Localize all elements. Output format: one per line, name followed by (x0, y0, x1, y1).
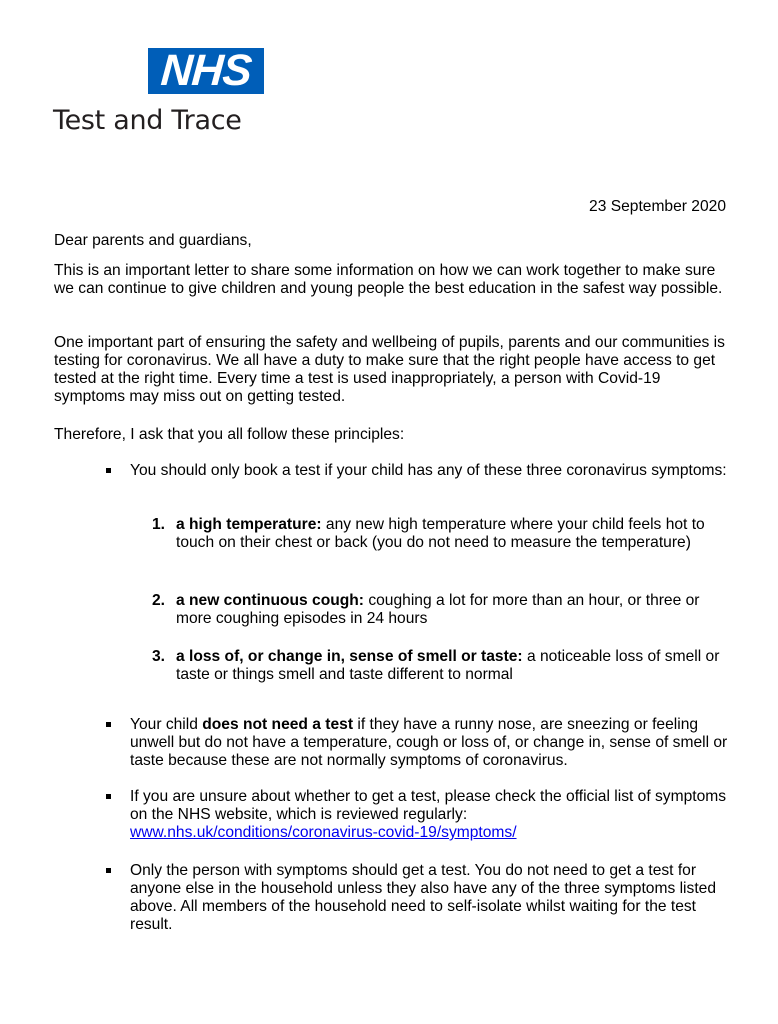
bullet-text-bold: does not need a test (202, 716, 354, 733)
bullet-text-suffix: if they have a runny nose, are sneezing or feeling unwell but do not have a temperature, cough or loss of, or change in, sense of smell or taste because these are not normally symptoms of coronavirus. (130, 716, 728, 769)
bullet-marker-icon (106, 868, 111, 873)
symptom-title: a high temperature: (176, 516, 322, 533)
symptom-text (176, 648, 736, 684)
salutation: Dear parents and guardians, (54, 232, 252, 249)
symptom-description: coughing a lot for more than an hour, or three or more coughing episodes in 24 hours (176, 592, 700, 627)
symptom-number: 3. (152, 648, 166, 665)
bullet-text (130, 716, 730, 770)
intro-paragraph: This is an important letter to share some information on how we can work together to make sure we can continue to give children and young people the best education in the safest way possible. (54, 262, 723, 297)
symptom-description: a noticeable loss of smell or taste or things smell and taste different to normal (176, 648, 720, 683)
nhs-logo-text: NHS (159, 46, 253, 95)
bullet-text: You should only book a test if your child has any of these three coronavirus symptoms: (130, 462, 727, 479)
bullet-text-prefix: Your child (130, 716, 203, 733)
bullet-marker-icon (106, 722, 111, 727)
letter-date: 23 September 2020 (589, 198, 726, 215)
bullet-text (130, 788, 730, 842)
nhs-logo-box (148, 48, 264, 94)
bullet-text: Only the person with symptoms should get a test. You do not need to get a test for anyone else in the household unless they also have any of the three symptoms listed above. All members of the household need to self-isolate whilst waiting for the test result. (130, 862, 716, 933)
symptom-text (176, 592, 736, 628)
symptom-number: 1. (152, 516, 166, 533)
principles-intro: Therefore, I ask that you all follow these principles: (54, 426, 405, 443)
bullet-marker-icon (106, 468, 111, 473)
symptom-description: any new high temperature where your child feels hot to touch on their chest or back (you do not need to measure the temperature) (176, 516, 705, 551)
symptom-title: a loss of, or change in, sense of smell or taste: (176, 648, 523, 665)
testing-paragraph: One important part of ensuring the safety and wellbeing of pupils, parents and our communities is testing for coronavirus. We all have a duty to make sure that the right people have access to get tested at the right time. Every time a test is used inappropriately, a person with Covid-19 symptoms may miss out on getting tested. (54, 334, 725, 405)
bullet-text-body: If you are unsure about whether to get a test, please check the official list of symptoms on the NHS website, which is reviewed regularly: (130, 788, 727, 823)
symptom-number: 2. (152, 592, 166, 609)
nhs-symptoms-link[interactable]: www.nhs.uk/conditions/coronavirus-covid-19/symptoms/ (130, 824, 517, 841)
symptom-text (176, 516, 736, 552)
symptom-title: a new continuous cough: (176, 592, 364, 609)
test-and-trace-title: Test and Trace (53, 105, 242, 136)
bullet-marker-icon (106, 794, 111, 799)
